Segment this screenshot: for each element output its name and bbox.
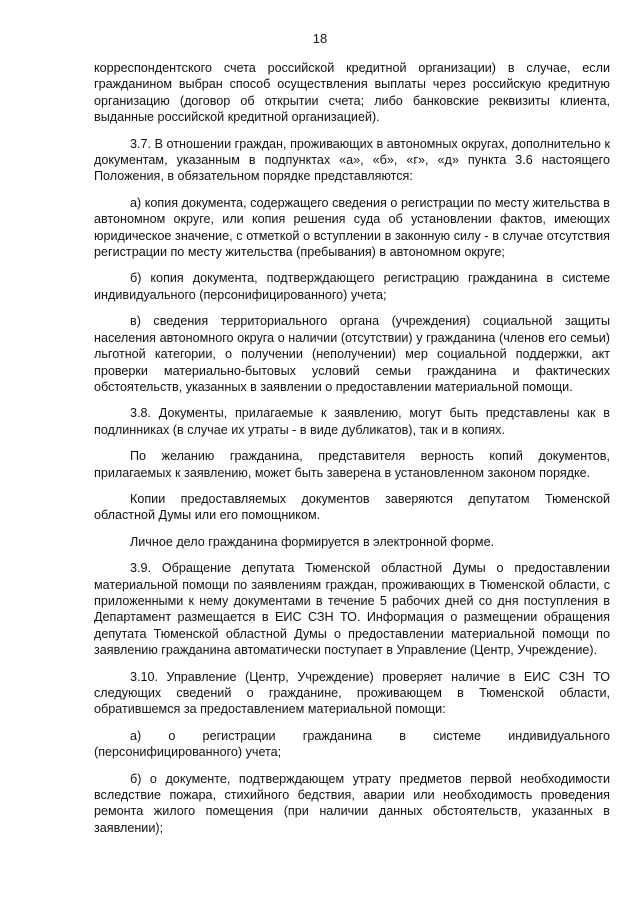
document-body	[94, 60, 610, 846]
paragraph-copies-verification: По желанию гражданина, представителя верность копий документов, прилагаемых к заявлению, может быть заверена в установленном законом порядке.	[94, 449, 610, 480]
paragraph-3-10: 3.10. Управление (Центр, Учреждение) проверяет наличие в ЕИС СЗН ТО следующих сведений о гражданине, проживающем в Тюменской области, обратившемся за предоставлением материальной помощи:	[94, 669, 610, 717]
paragraph-copies-certified: Копии предоставляемых документов заверяются депутатом Тюменской областной Думы или его помощником.	[94, 491, 610, 523]
paragraph-electronic-file: Личное дело гражданина формируется в электронной форме.	[130, 534, 495, 549]
paragraph-3-7-a: а) копия документа, содержащего сведения о регистрации по месту жительства в автономном округе, или копия решения суда об установлении фактов, имеющих юридическое значение, с отметкой о вступлении в законную силу - в случае отсутствия регистрации по месту жительства (пребывания) в автономном округе;	[94, 195, 610, 260]
paragraph-continuation: корреспондентского счета российской кредитной организации) в случае, если гражданином выбран способ осуществления выплаты через российскую кредитную организацию (договор об открытии счета; либо банковские реквизиты клиента, выданные российской кредитной организацией).	[94, 61, 610, 125]
paragraph-3-7: 3.7. В отношении граждан, проживающих в автономных округах, дополнительно к документам, указанным в подпунктах «а», «б», «г», «д» пункта 3.6 настоящего Положения, в обязательном порядке представляются:	[94, 136, 610, 184]
paragraph-3-8: 3.8. Документы, прилагаемые к заявлению, могут быть представлены как в подлинниках (в случае их утраты - в виде дубликатов), так и в копиях.	[94, 406, 610, 437]
paragraph-3-9: 3.9. Обращение депутата Тюменской областной Думы о предоставлении материальной помощи по заявлениям граждан, проживающих в Тюменской области, с приложенными к нему документами в течение 5 рабочих дней со дня поступления в Департамент размещается в ЕИС СЗН ТО. Информация о размещении обращения депутата Тюменской областной Думы о предоставлении материальной помощи по заявлению гражданина автоматически поступает в Управление (Центр, Учреждение).	[94, 561, 610, 658]
paragraph-3-10-b: б) о документе, подтверждающем утрату предметов первой необходимости вследствие пожара, стихийного бедствия, аварии или необходимость проведения ремонта жилого помещения (при наличии данных обстоятельств, указанных в заявлении);	[94, 771, 610, 835]
page-number: 18	[312, 31, 328, 46]
paragraph-3-7-b: б) копия документа, подтверждающего регистрацию гражданина в системе индивидуального (персонифицированного) учета;	[94, 271, 610, 302]
paragraph-3-10-a: а) о регистрации гражданина в системе индивидуального (персонифицированного) учета;	[94, 728, 610, 760]
paragraph-3-7-v: в) сведения территориального органа (учреждения) социальной защиты населения автономного округа о наличии (отсутствии) у гражданина (членов его семьи) льготной категории, о получении (неполучении) мер социальной поддержки, акт проверки материально-бытовых условий семьи гражданина и фактических обстоятельств, указанных в заявлении о предоставлении материальной помощи.	[94, 314, 610, 394]
